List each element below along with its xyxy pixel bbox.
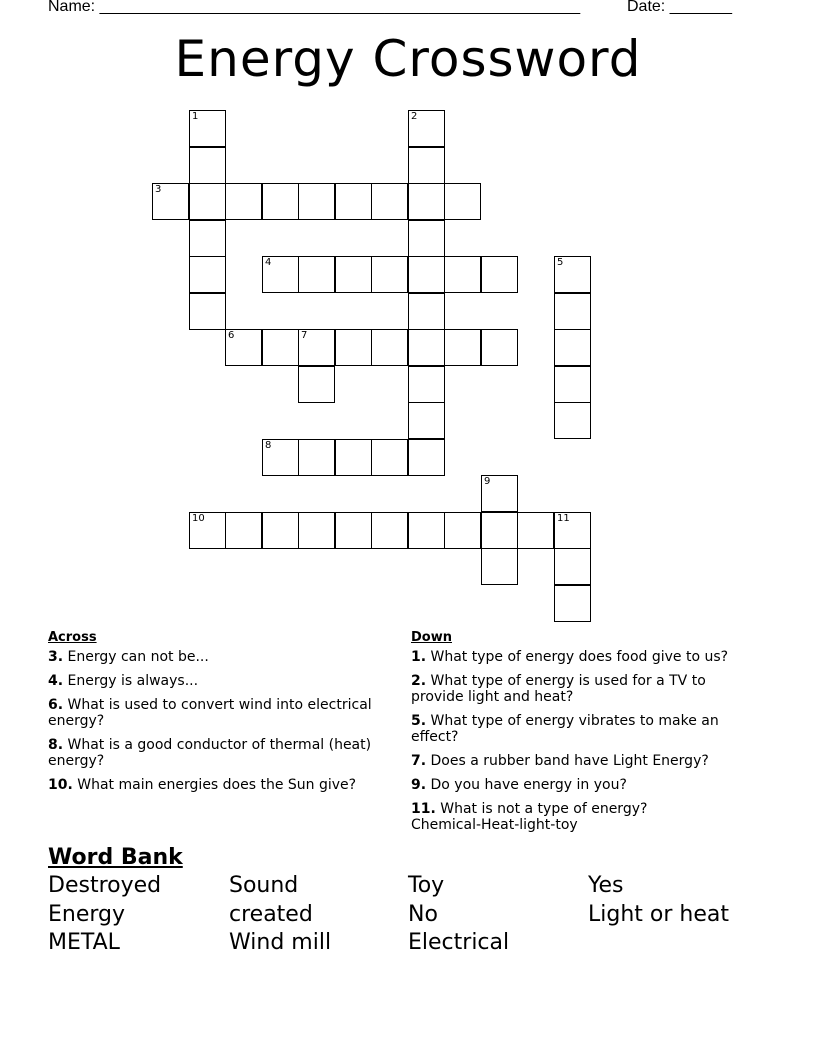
crossword-cell[interactable] (554, 293, 591, 330)
crossword-cell[interactable] (444, 256, 481, 293)
crossword-cell[interactable] (408, 439, 445, 476)
down-clue-7: 7. Does a rubber band have Light Energy? (411, 753, 709, 769)
crossword-cell[interactable] (408, 110, 445, 147)
across-clue-3: 3. Energy can not be... (48, 649, 209, 665)
crossword-cell[interactable] (262, 183, 299, 220)
crossword-cell[interactable] (189, 183, 226, 220)
crossword-cell[interactable] (408, 183, 445, 220)
crossword-cell[interactable] (262, 329, 299, 366)
crossword-cell[interactable] (554, 402, 591, 439)
across-clue-10: 10. What main energies does the Sun give? (48, 777, 357, 793)
word-bank-word: Toy (408, 873, 445, 898)
down-clues (411, 630, 761, 841)
clue-number: 8 (265, 440, 272, 451)
word-bank-word: Wind mill (229, 930, 332, 955)
crossword-cell[interactable] (298, 256, 335, 293)
word-bank-word: Light or heat (588, 902, 729, 927)
down-heading: Down (411, 630, 452, 645)
clue-number: 5 (557, 257, 564, 268)
crossword-cell[interactable] (481, 329, 518, 366)
crossword-cell[interactable] (262, 256, 299, 293)
crossword-cell[interactable] (225, 512, 262, 549)
clue-number: 11 (557, 513, 570, 524)
crossword-cell[interactable] (554, 256, 591, 293)
crossword-cell[interactable] (371, 439, 408, 476)
across-clue-8: 8. What is a good conductor of thermal (heat) energy? (48, 737, 372, 769)
crossword-cell[interactable] (554, 585, 591, 622)
crossword-cell[interactable] (408, 402, 445, 439)
clue-number: 10 (192, 513, 205, 524)
clue-number: 2 (411, 111, 418, 122)
crossword-cell[interactable] (481, 256, 518, 293)
clue-number: 1 (192, 111, 199, 122)
down-clue-2: 2. What type of energy is used for a TV to provide light and heat? (411, 673, 706, 705)
crossword-cell[interactable] (335, 183, 372, 220)
word-bank-word: No (408, 902, 438, 927)
crossword-cell[interactable] (408, 366, 445, 403)
crossword-cell[interactable] (481, 512, 518, 549)
crossword-cell[interactable] (152, 183, 189, 220)
crossword-cell[interactable] (189, 147, 226, 184)
crossword-cell[interactable] (189, 512, 226, 549)
clue-number: 3 (155, 184, 162, 195)
page-title: Energy Crossword (174, 30, 642, 88)
word-bank-word: Yes (588, 873, 624, 898)
crossword-cell[interactable] (371, 329, 408, 366)
crossword-cell[interactable] (262, 439, 299, 476)
crossword-cell[interactable] (335, 256, 372, 293)
clue-number: 6 (228, 330, 235, 341)
crossword-cell[interactable] (408, 147, 445, 184)
name-line: Name: ______________________________________________________ (48, 0, 581, 15)
date-line: Date: _______ (627, 0, 732, 15)
crossword-cell[interactable] (262, 512, 299, 549)
across-clue-4: 4. Energy is always... (48, 673, 199, 689)
word-bank-word: METAL (48, 930, 120, 955)
crossword-cell[interactable] (189, 110, 226, 147)
crossword-cell[interactable] (444, 512, 481, 549)
crossword-cell[interactable] (335, 512, 372, 549)
crossword-cell[interactable] (371, 256, 408, 293)
across-heading: Across (48, 630, 97, 645)
crossword-cell[interactable] (444, 329, 481, 366)
down-clue-1: 1. What type of energy does food give to us? (411, 649, 729, 665)
clue-number: 9 (484, 476, 491, 487)
word-bank-word: created (229, 902, 313, 927)
crossword-cell[interactable] (517, 512, 554, 549)
down-clue-9: 9. Do you have energy in you? (411, 777, 627, 793)
word-bank-heading: Word Bank (48, 845, 183, 870)
crossword-cell[interactable] (481, 548, 518, 585)
crossword-cell[interactable] (298, 329, 335, 366)
crossword-cell[interactable] (408, 220, 445, 257)
crossword-cell[interactable] (408, 329, 445, 366)
crossword-cell[interactable] (408, 293, 445, 330)
crossword-cell[interactable] (189, 293, 226, 330)
clue-number: 7 (301, 330, 308, 341)
crossword-cell[interactable] (298, 183, 335, 220)
crossword-cell[interactable] (554, 548, 591, 585)
down-clue-11: 11. What is not a type of energy? Chemical-Heat-light-toy (411, 801, 648, 833)
crossword-cell[interactable] (298, 439, 335, 476)
crossword-cell[interactable] (444, 183, 481, 220)
down-clue-5: 5. What type of energy vibrates to make an effect? (411, 713, 719, 745)
across-clues (48, 630, 378, 801)
crossword-cell[interactable] (335, 439, 372, 476)
crossword-cell[interactable] (189, 256, 226, 293)
crossword-cell[interactable] (225, 183, 262, 220)
clue-number: 4 (265, 257, 272, 268)
crossword-cell[interactable] (335, 329, 372, 366)
crossword-cell[interactable] (189, 220, 226, 257)
crossword-cell[interactable] (371, 512, 408, 549)
word-bank-word: Destroyed (48, 873, 162, 898)
word-bank-word: Energy (48, 902, 126, 927)
crossword-cell[interactable] (371, 183, 408, 220)
crossword-cell[interactable] (298, 366, 335, 403)
word-bank-word: Sound (229, 873, 299, 898)
crossword-cell[interactable] (554, 329, 591, 366)
crossword-cell[interactable] (554, 512, 591, 549)
crossword-cell[interactable] (298, 512, 335, 549)
crossword-cell[interactable] (408, 256, 445, 293)
across-clue-6: 6. What is used to convert wind into electrical energy? (48, 697, 372, 729)
crossword-cell[interactable] (554, 366, 591, 403)
crossword-cell[interactable] (481, 475, 518, 512)
crossword-cell[interactable] (225, 329, 262, 366)
crossword-cell[interactable] (408, 512, 445, 549)
word-bank-word: Electrical (408, 930, 510, 955)
